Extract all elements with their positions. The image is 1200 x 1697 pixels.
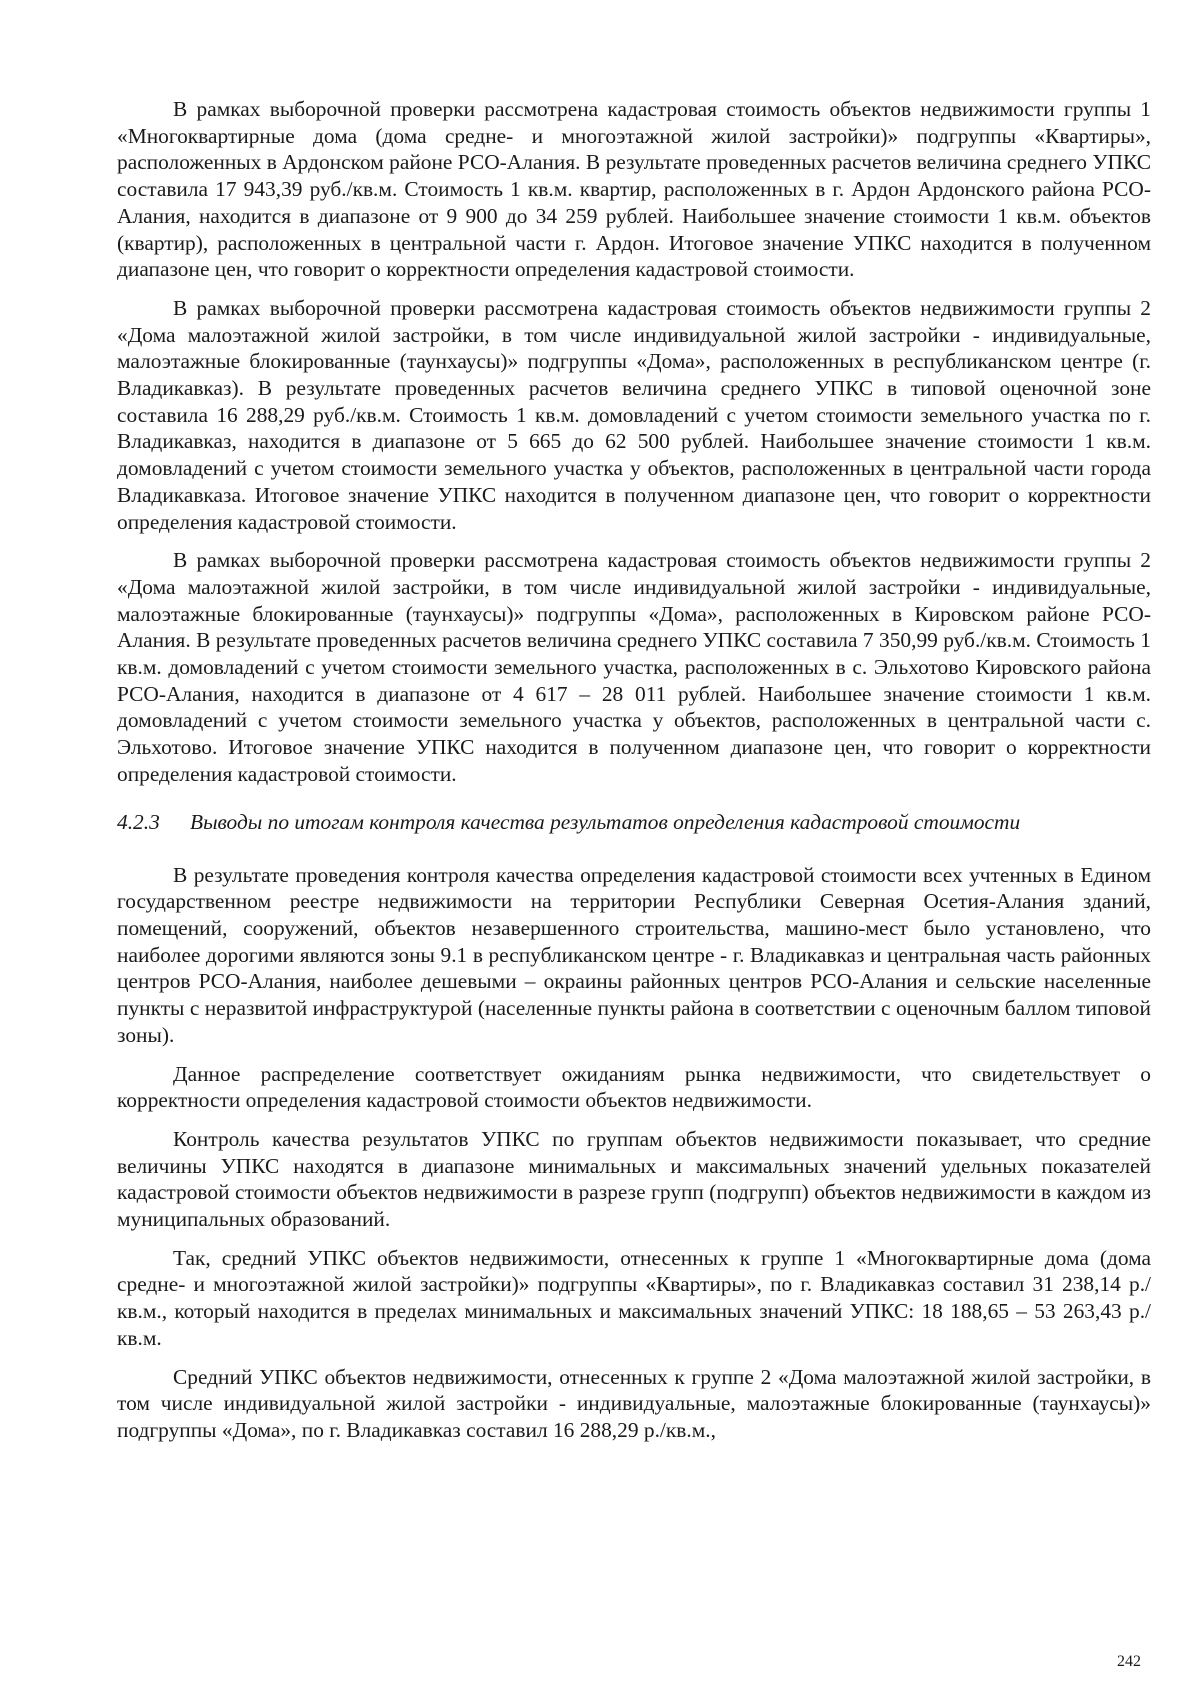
paragraph-kirov-houses: В рамках выборочной проверки рассмотрена кадастровая стоимость объектов недвижимости группы 2 «Дома малоэтажной жилой застройки, в том числе индивидуальной жилой застройки - индивидуальные, малоэтажные блокированные (таунхаусы)» подгруппы «Дома», расположенных в Кировском районе РСО-Алания. В результате проведенных расчетов величина среднего УПКС составила 7 350,99 руб./кв.м. Стоимость 1 кв.м. домовладений с учетом стоимости земельного участка, расположенных в с. Эльхотово Кировского района РСО-Алания, находится в диапазоне от 4 617 – 28 011 рублей. Наибольшее значение стоимости 1 кв.м. домовладений с учетом стоимости земельного участка у объектов, расположенных в центральной части с. Эльхотово. Итоговое значение УПКС находится в полученном диапазоне цен, что говорит о корректности определения кадастровой стоимости. — [117, 548, 1151, 786]
section-number: 4.2.3 — [117, 809, 160, 834]
paragraph-distribution: Данное распределение соответствует ожиданиям рынка недвижимости, что свидетельствует о корректности определения кадастровой стоимости объектов недвижимости. — [117, 1061, 1151, 1113]
paragraph-vladikavkaz-houses: В рамках выборочной проверки рассмотрена кадастровая стоимость объектов недвижимости группы 2 «Дома малоэтажной жилой застройки, в том числе индивидуальной жилой застройки - индивидуальные, малоэтажные блокированные (таунхаусы)» подгруппы «Дома», расположенных в республиканском центре (г. Владикавказ). В результате проведенных расчетов величина среднего УПКС в типовой оценочной зоне составила 16 288,29 руб./кв.м. Стоимость 1 кв.м. домовладений с учетом стоимости земельного участка по г. Владикавказ, находится в диапазоне от 5 665 до 62 500 рублей. Наибольшее значение стоимости 1 кв.м. домовладений с учетом стоимости земельного участка у объектов, расположенных в центральной части города Владикавказа. Итоговое значение УПКС находится в полученном диапазоне цен, что говорит о корректности определения кадастровой стоимости. — [117, 295, 1151, 534]
paragraph-ardon-apartments: В рамках выборочной проверки рассмотрена кадастровая стоимость объектов недвижимости группы 1 «Многоквартирные дома (дома средне- и многоэтажной жилой застройки)» подгруппы «Квартиры», расположенных в Ардонском районе РСО-Алания. В результате проведенных расчетов величина среднего УПКС составила 17 943,39 руб./кв.м. Стоимость 1 кв.м. квартир, расположенных в г. Ардон Ардонского района РСО-Алания, находится в диапазоне от 9 900 до 34 259 рублей. Наибольшее значение стоимости 1 кв.м. объектов (квартир), расположенных в центральной части г. Ардон. Итоговое значение УПКС находится в полученном диапазоне цен, что говорит о корректности определения кадастровой стоимости. — [117, 97, 1151, 282]
document-page — [117, 96, 1151, 1456]
paragraph-quality-control-result: В результате проведения контроля качества определения кадастровой стоимости всех учтенных в Едином государственном реестре недвижимости на территории Республики Северная Осетия-Алания зданий, помещений, сооружений, объектов незавершенного строительства, машино-мест было установлено, что наиболее дорогими являются зоны 9.1 в республиканском центре - г. Владикавказ и центральная часть районных центров РСО-Алания, наиболее дешевыми – окраины районных центров РСО-Алания и сельские населенные пункты с неразвитой инфраструктурой (населенные пункты района в соответствии с оценочным баллом типовой зоны). — [117, 862, 1151, 1047]
section-title: Выводы по итогам контроля качества результатов определения кадастровой стоимости — [190, 809, 1021, 834]
paragraph-group1-vladikavkaz: Так, средний УПКС объектов недвижимости, отнесенных к группе 1 «Многоквартирные дома (дома средне- и многоэтажной жилой застройки)» подгруппы «Квартиры», по г. Владикавказ составил 31 238,14 р./кв.м., который находится в пределах минимальных и максимальных значений УПКС: 18 188,65 – 53 263,43 р./кв.м. — [117, 1245, 1151, 1350]
paragraph-group2-vladikavkaz: Средний УПКС объектов недвижимости, отнесенных к группе 2 «Дома малоэтажной жилой застройки, в том числе индивидуальной жилой застройки - индивидуальные, малоэтажные блокированные (таунхаусы)» подгруппы «Дома», по г. Владикавказ составил 16 288,29 р./кв.м., — [117, 1364, 1151, 1442]
page-number: 242 — [1117, 1653, 1141, 1670]
paragraph-upks-control: Контроль качества результатов УПКС по группам объектов недвижимости показывает, что средние величины УПКС находятся в диапазоне минимальных и максимальных значений удельных показателей кадастровой стоимости объектов недвижимости в разрезе групп (подгрупп) объектов недвижимости в каждом из муниципальных образований. — [117, 1126, 1151, 1232]
section-heading — [117, 808, 1151, 836]
